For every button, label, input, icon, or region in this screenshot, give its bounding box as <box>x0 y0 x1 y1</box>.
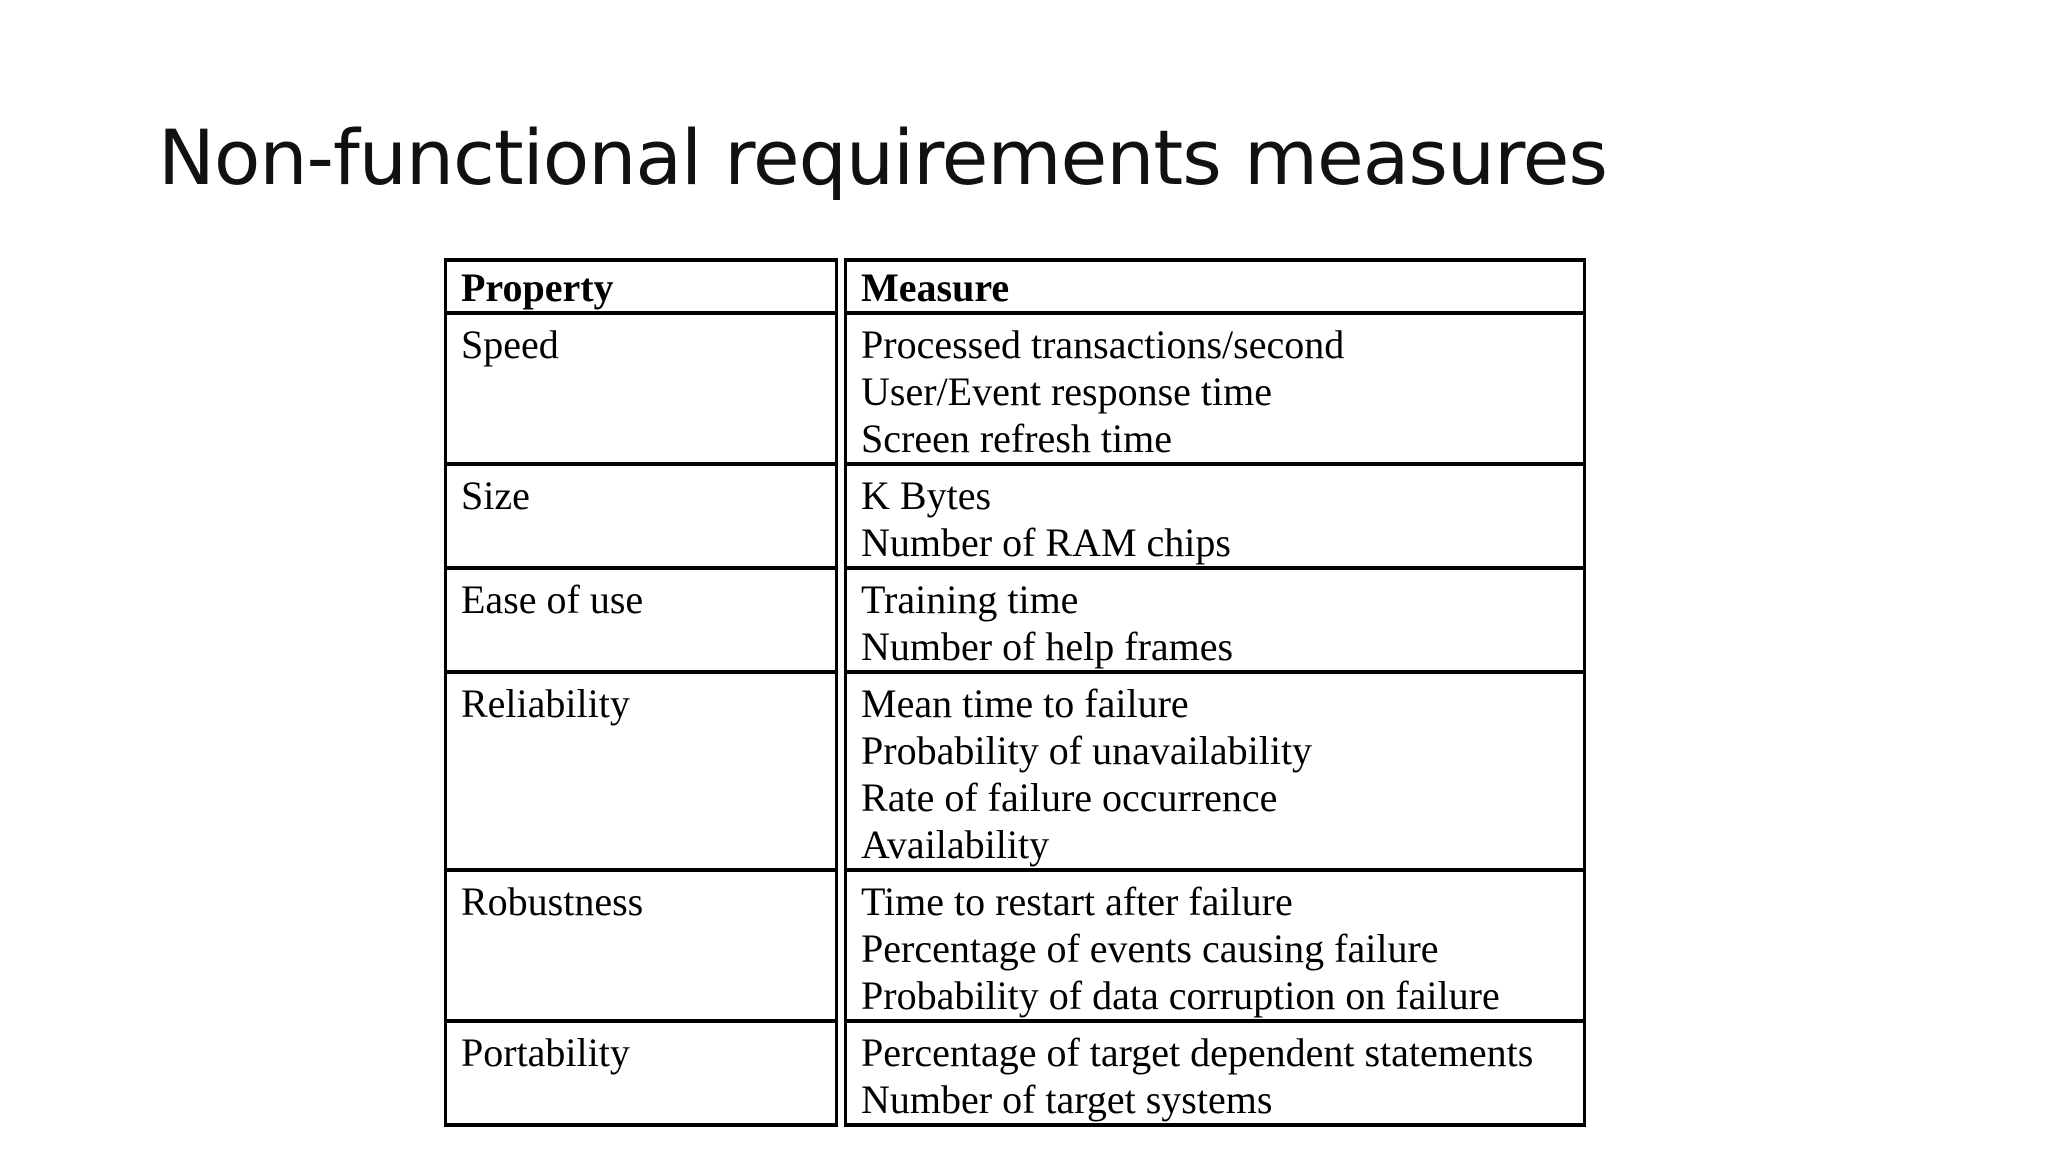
measure-item: Probability of unavailability <box>861 728 1313 773</box>
measure-item: User/Event response time <box>861 369 1273 414</box>
table-header-row <box>444 258 1586 315</box>
measure-item: Rate of failure occurrence <box>861 775 1278 820</box>
measure-item: Percentage of target dependent statements <box>861 1030 1534 1075</box>
measure-cell <box>844 674 1586 872</box>
measure-item: Probability of data corruption on failure <box>861 973 1500 1018</box>
table-row-size <box>444 466 1586 570</box>
measure-cell <box>844 315 1586 466</box>
measure-cell <box>844 1023 1586 1127</box>
slide-title: Non-functional requirements measures <box>158 113 1608 202</box>
measure-item: Training time <box>861 577 1079 622</box>
property-cell: Ease of use <box>444 570 838 674</box>
measure-item: Number of target systems <box>861 1077 1273 1122</box>
property-cell: Robustness <box>444 872 838 1023</box>
measure-item: Screen refresh time <box>861 416 1172 461</box>
measure-item: Availability <box>861 822 1050 867</box>
measure-cell <box>844 466 1586 570</box>
measure-item: Time to restart after failure <box>861 879 1293 924</box>
table-row-ease-of-use <box>444 570 1586 674</box>
measure-item: Percentage of events causing failure <box>861 926 1439 971</box>
table-row-reliability <box>444 674 1586 872</box>
requirements-table <box>438 258 1592 1127</box>
measure-cell <box>844 872 1586 1023</box>
property-cell: Reliability <box>444 674 838 872</box>
property-cell: Size <box>444 466 838 570</box>
table-row-portability <box>444 1023 1586 1127</box>
table-row-robustness <box>444 872 1586 1023</box>
table-row-speed <box>444 315 1586 466</box>
header-measure: Measure <box>844 258 1586 315</box>
measure-item: Processed transactions/second <box>861 322 1345 367</box>
measure-item: Number of RAM chips <box>861 520 1231 565</box>
property-cell: Portability <box>444 1023 838 1127</box>
measure-item: K Bytes <box>861 473 992 518</box>
header-property: Property <box>444 258 838 315</box>
measure-item: Number of help frames <box>861 624 1234 669</box>
measure-cell <box>844 570 1586 674</box>
measure-item: Mean time to failure <box>861 681 1189 726</box>
property-cell: Speed <box>444 315 838 466</box>
